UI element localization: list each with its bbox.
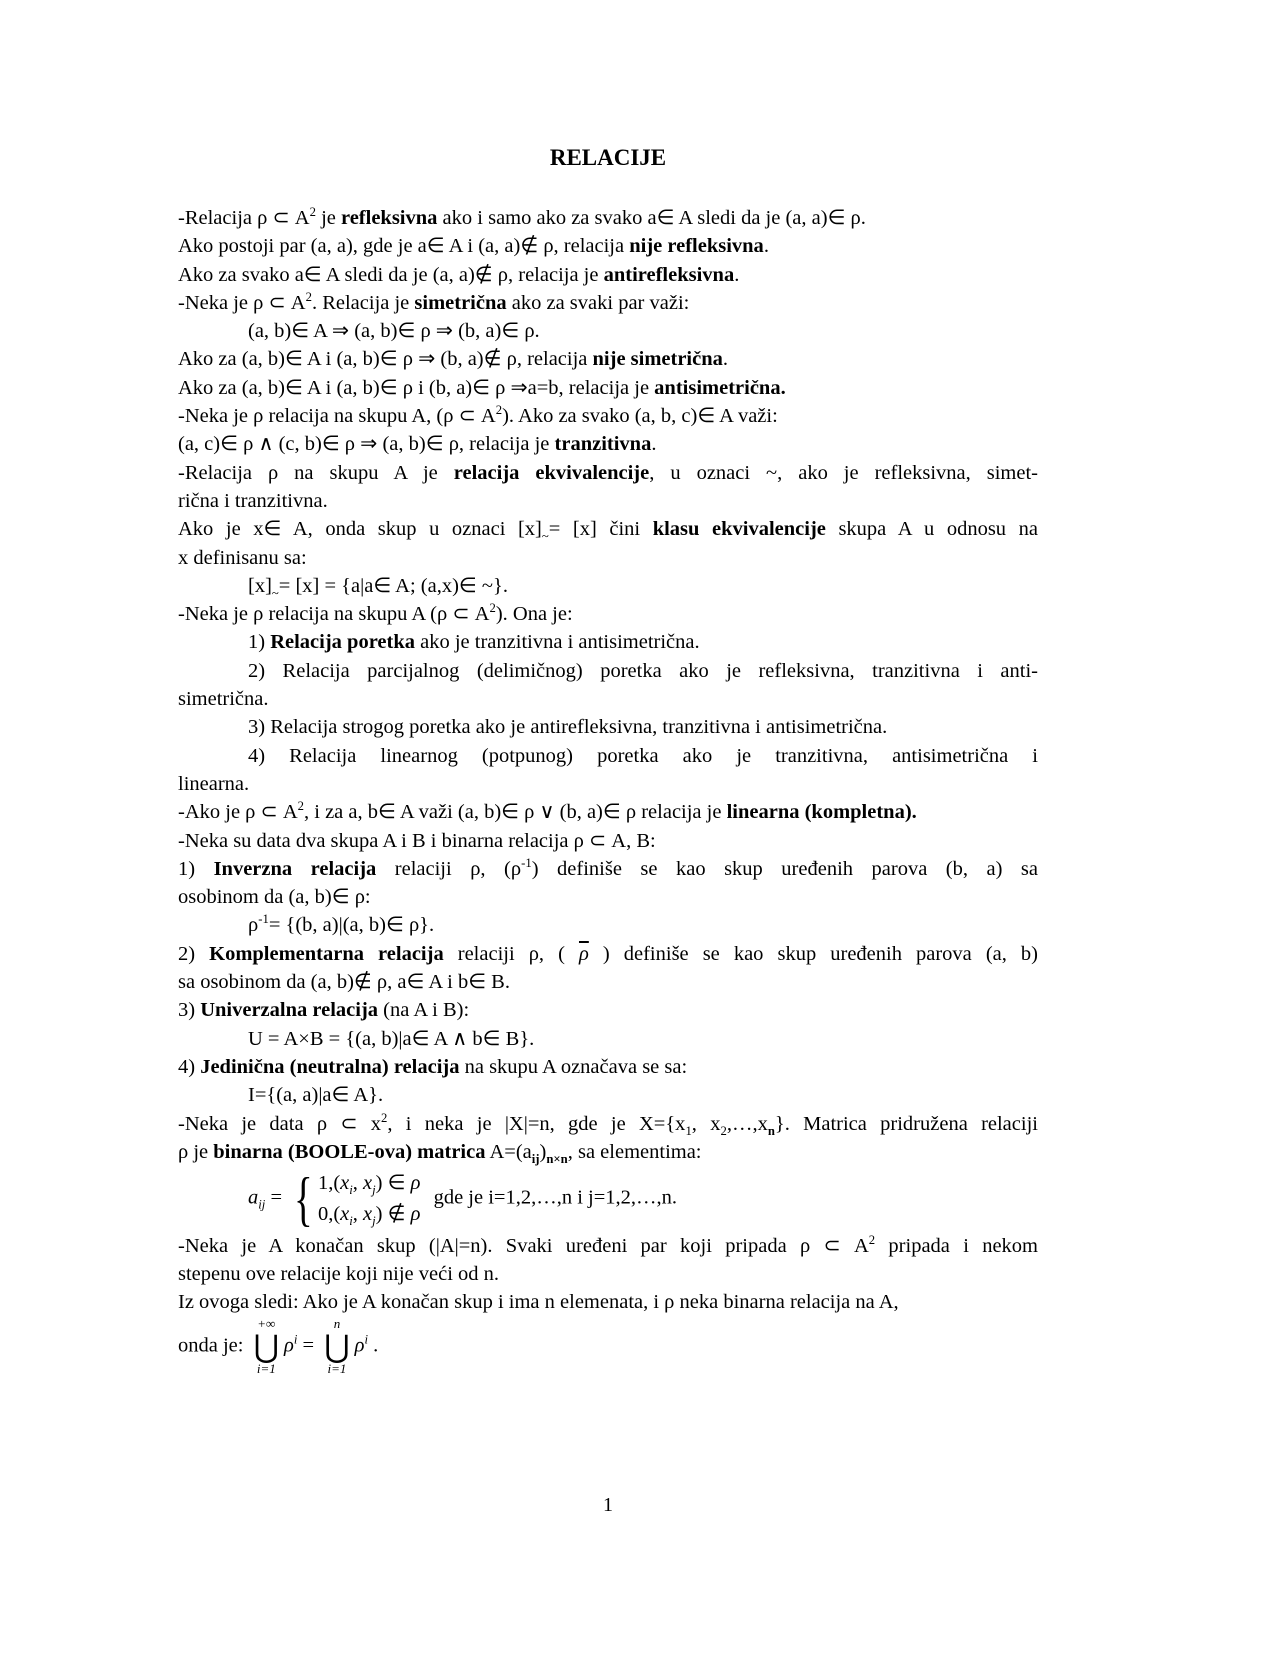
text-segment: 4) Relacija linearnog (potpunog) poretka ako je tranzitivna, antisimetrična i bbox=[248, 744, 1038, 767]
text-segment: I={(a, a)|a∈ A}. bbox=[248, 1084, 384, 1107]
text-segment: Ako za (a, b)∈ A i (a, b)∈ ρ i (b, a)∈ ρ ⇒a=b, relacija je bbox=[178, 376, 655, 399]
text-line bbox=[178, 1110, 1038, 1138]
text-segment: relaciji ρ, (ρ bbox=[376, 857, 522, 880]
text-line bbox=[178, 770, 1038, 798]
text-segment: linearna (kompletna). bbox=[726, 801, 917, 824]
text-segment: , sa elementima: bbox=[567, 1140, 702, 1163]
text-segment: ako i samo ako za svako a∈ A sledi da je (a, a)∈ ρ. bbox=[437, 207, 866, 229]
text-segment: -Relacija ρ na skupu A je bbox=[178, 461, 454, 484]
text-segment: sa osobinom da (a, b)∉ ρ, a∈ A i b∈ B. bbox=[178, 971, 510, 994]
text-segment: U = A×B = {(a, b)|a∈ A ∧ b∈ B}. bbox=[248, 1027, 535, 1050]
text-line bbox=[178, 204, 1038, 232]
text-segment: 2 bbox=[489, 601, 496, 616]
text-segment: , i neka je |X|=n, gde je X={x bbox=[387, 1112, 686, 1135]
text-segment: -Relacija ρ ⊂ A bbox=[178, 207, 310, 229]
text-segment: n×n bbox=[546, 1151, 568, 1166]
text-segment: Ako za svako a∈ A sledi da je (a, a)∉ ρ, relacija je bbox=[178, 263, 604, 286]
text-segment: ) definiše se kao skup uređenih parova (b, a) sa bbox=[531, 857, 1038, 880]
text-segment: i bbox=[364, 1332, 369, 1347]
text-line bbox=[178, 911, 1038, 939]
text-segment: -Neka je ρ relacija na skupu A (ρ ⊂ A bbox=[178, 603, 490, 626]
text-segment: relacija ekvivalencije bbox=[453, 461, 650, 484]
cases-rows bbox=[318, 1169, 421, 1229]
text-line bbox=[178, 544, 1038, 572]
text-segment: a bbox=[248, 1186, 259, 1209]
text-segment: (a, b)∈ A ⇒ (a, b)∈ ρ ⇒ (b, a)∈ ρ. bbox=[248, 320, 540, 343]
text-line bbox=[178, 628, 1038, 656]
text-segment: ) ∉ bbox=[375, 1203, 411, 1226]
text-segment: 1) bbox=[178, 857, 214, 880]
page-number: 1 bbox=[603, 1494, 613, 1516]
text-segment: 2) bbox=[178, 942, 210, 965]
union-symbol: ⋃ bbox=[253, 1328, 280, 1364]
text-segment: ρ bbox=[354, 1334, 365, 1357]
text-segment: Iz ovoga sledi: Ako je A konačan skup i ima n elemenata, i ρ neka binarna relacija na A, bbox=[178, 1291, 899, 1314]
text-line bbox=[178, 1053, 1038, 1081]
union-lower-limit: i=1 bbox=[327, 1360, 347, 1376]
text-segment: . bbox=[368, 1334, 379, 1357]
text-segment: ako je tranzitivna i antisimetrična. bbox=[415, 631, 700, 654]
text-segment: 1,( bbox=[317, 1172, 341, 1195]
text-segment: x definisanu sa: bbox=[178, 546, 307, 569]
text-segment: , i za a, b∈ A važi (a, b)∈ ρ ∨ (b, a)∈ ρ relacija je bbox=[304, 801, 727, 824]
text-line bbox=[178, 1317, 1038, 1377]
text-segment: 2 bbox=[868, 1232, 876, 1247]
text-segment: ,…,x bbox=[726, 1112, 768, 1135]
text-segment: x bbox=[340, 1172, 350, 1195]
text-segment: simetrična. bbox=[178, 688, 269, 711]
text-line bbox=[178, 515, 1038, 543]
text-segment: antirefleksivna bbox=[603, 263, 735, 286]
text-segment: Ako za (a, b)∈ A i (a, b)∈ ρ ⇒ (b, a)∉ ρ, relacija bbox=[178, 348, 593, 371]
text-segment: -Neka je A konačan skup (|A|=n). Svaki uređeni par koji pripada ρ ⊂ A bbox=[178, 1234, 869, 1257]
text-line bbox=[178, 1025, 1038, 1053]
text-segment: linearna. bbox=[178, 772, 250, 795]
union-upper-limit: n bbox=[333, 1315, 341, 1331]
text-segment: onda je: bbox=[178, 1334, 249, 1357]
text-segment: . Relacija je bbox=[311, 291, 415, 314]
text-segment: A=(a bbox=[485, 1140, 532, 1163]
document-content bbox=[178, 144, 1038, 1376]
text-line bbox=[178, 713, 1038, 741]
union-symbol: ⋃ bbox=[324, 1328, 350, 1364]
text-line bbox=[178, 600, 1038, 628]
text-segment: ). Ako za svako (a, b, c)∈ A važi: bbox=[502, 405, 778, 428]
cases-row bbox=[318, 1200, 421, 1228]
text-line bbox=[178, 487, 1038, 515]
text-segment: -Neka je ρ relacija na skupu A, (ρ ⊂ A bbox=[178, 405, 496, 428]
text-line bbox=[178, 1232, 1038, 1260]
text-line bbox=[178, 1260, 1038, 1288]
text-line bbox=[178, 883, 1038, 911]
text-segment: Univerzalna relacija bbox=[200, 999, 379, 1022]
text-segment: x bbox=[340, 1203, 350, 1226]
text-segment: 2 bbox=[381, 1110, 388, 1125]
text-segment: stepenu ove relacije koji nije veći od n. bbox=[178, 1262, 500, 1285]
text-line bbox=[178, 855, 1038, 883]
text-segment: ako za svaki par važi: bbox=[506, 291, 690, 314]
page-title: RELACIJE bbox=[549, 145, 667, 170]
text-segment: . bbox=[722, 348, 729, 371]
text-segment: (a, c)∈ ρ ∧ (c, b)∈ ρ ⇒ (a, b)∈ ρ, relacija je bbox=[178, 433, 555, 456]
text-segment: -Neka je data ρ ⊂ x bbox=[178, 1112, 382, 1135]
text-segment: x bbox=[363, 1203, 373, 1226]
text-segment: (na A i B): bbox=[378, 999, 470, 1022]
text-segment: j bbox=[372, 1183, 376, 1198]
text-line bbox=[178, 374, 1038, 402]
union-upper-limit: +∞ bbox=[257, 1315, 276, 1331]
text-segment: Inverzna relacija bbox=[213, 857, 377, 880]
text-segment: Relacija poretka bbox=[270, 631, 416, 654]
text-segment: n bbox=[767, 1123, 775, 1138]
text-line bbox=[178, 798, 1038, 826]
text-segment: . bbox=[763, 235, 769, 258]
text-line bbox=[178, 232, 1038, 260]
text-line bbox=[178, 827, 1038, 855]
text-line bbox=[178, 968, 1038, 996]
text-segment: Jedinična (neutralna) relacija bbox=[200, 1055, 460, 1078]
text-segment: 2) Relacija parcijalnog (delimičnog) poretka ako je refleksivna, tranzitivna i anti- bbox=[248, 659, 1038, 682]
text-segment: ) definiše se kao skup uređenih parova (a, b) bbox=[588, 942, 1039, 965]
text-segment: i bbox=[293, 1332, 298, 1347]
text-segment: rična i tranzitivna. bbox=[178, 489, 328, 512]
text-segment: -1 bbox=[521, 856, 532, 870]
text-segment: = [x] = {a|a∈ A; (a,x)∈ ~}. bbox=[278, 574, 508, 597]
text-segment: skupa A u odnosu na bbox=[825, 518, 1038, 541]
text-line bbox=[178, 996, 1038, 1024]
text-segment: ρ je bbox=[178, 1140, 214, 1163]
text-segment: binarna (BOOLE-ova) matrica bbox=[213, 1140, 486, 1163]
text-line bbox=[178, 317, 1038, 345]
text-segment: klasu ekvivalencije bbox=[652, 518, 826, 541]
text-segment: refleksivna bbox=[340, 207, 438, 229]
text-segment: , bbox=[352, 1172, 364, 1195]
text-segment: ρ bbox=[284, 1334, 294, 1357]
text-line bbox=[178, 402, 1038, 430]
text-segment: $\overline{\rho}$ bbox=[578, 942, 589, 965]
text-segment: 1) bbox=[248, 631, 271, 654]
text-segment: [x] bbox=[248, 574, 272, 597]
left-brace: { bbox=[294, 1165, 313, 1232]
text-line bbox=[178, 572, 1038, 600]
text-segment: 0,( bbox=[317, 1203, 341, 1226]
text-segment: ) ∈ bbox=[375, 1172, 411, 1195]
text-line bbox=[178, 657, 1038, 685]
text-segment: 2 bbox=[297, 799, 304, 814]
text-segment: gde je i=1,2,…,n i j=1,2,…,n. bbox=[428, 1186, 678, 1209]
text-segment: = [x] čini bbox=[548, 518, 653, 541]
text-segment: ρ bbox=[410, 1203, 421, 1226]
text-line bbox=[178, 742, 1038, 770]
big-union-operator bbox=[324, 1317, 349, 1377]
text-line bbox=[178, 261, 1038, 289]
text-line bbox=[178, 1166, 1038, 1232]
text-line bbox=[178, 459, 1038, 487]
text-segment: -Ako je ρ ⊂ A bbox=[178, 801, 298, 824]
text-line bbox=[178, 289, 1038, 317]
text-segment: ρ bbox=[248, 914, 259, 937]
text-segment: ). Ona je: bbox=[495, 603, 573, 626]
big-union-operator bbox=[254, 1317, 279, 1377]
text-segment: osobinom da (a, b)∈ ρ: bbox=[178, 886, 371, 909]
text-segment: tranzitivna bbox=[554, 433, 652, 456]
text-segment: Ako postoji par (a, a), gde je a∈ A i (a, a)∉ ρ, relacija bbox=[178, 235, 630, 258]
text-segment: je bbox=[315, 207, 341, 229]
text-segment: ~ bbox=[541, 529, 549, 544]
text-segment: i bbox=[349, 1183, 353, 1198]
text-segment: ij bbox=[531, 1151, 540, 1166]
text-segment: antisimetrična. bbox=[654, 376, 786, 399]
text-line bbox=[178, 1138, 1038, 1166]
text-segment: 4) bbox=[178, 1055, 201, 1078]
document-body bbox=[178, 204, 1038, 1376]
text-segment: ) bbox=[539, 1140, 547, 1163]
text-line bbox=[178, 1288, 1038, 1316]
text-segment: 2 bbox=[495, 403, 503, 418]
text-segment: . bbox=[734, 263, 740, 286]
text-segment: nije refleksivna bbox=[629, 235, 764, 258]
text-segment: , bbox=[352, 1203, 364, 1226]
text-segment: i bbox=[349, 1214, 353, 1229]
text-segment: Ako je x∈ A, onda skup u oznaci [x] bbox=[178, 518, 542, 541]
text-segment: simetrična bbox=[414, 291, 507, 314]
text-segment: ij bbox=[258, 1197, 266, 1212]
text-segment: nije simetrična bbox=[592, 348, 723, 371]
text-segment: -Neka su data dva skupa A i B i binarna relacija ρ ⊂ A, B: bbox=[178, 829, 656, 852]
text-segment: ρ bbox=[410, 1172, 421, 1195]
text-segment: , u oznaci ~, ako je refleksivna, simet- bbox=[649, 461, 1038, 484]
text-segment: pripada i nekom bbox=[875, 1234, 1038, 1257]
text-segment: 1 bbox=[685, 1123, 692, 1138]
text-line bbox=[178, 685, 1038, 713]
text-segment: 2 bbox=[305, 290, 312, 305]
union-lower-limit: i=1 bbox=[256, 1360, 276, 1376]
text-segment: na skupu A označava se sa: bbox=[459, 1055, 688, 1078]
cases-row bbox=[318, 1169, 421, 1197]
text-segment: = bbox=[297, 1334, 320, 1357]
text-segment: 3) bbox=[178, 999, 201, 1022]
text-segment: ~ bbox=[271, 585, 279, 600]
text-segment: . bbox=[651, 433, 657, 456]
text-segment: = bbox=[265, 1186, 288, 1209]
text-line bbox=[178, 940, 1038, 968]
text-segment: relaciji ρ, ( bbox=[443, 942, 579, 965]
text-segment: 3) Relacija strogog poretka ako je antirefleksivna, tranzitivna i antisimetrična. bbox=[248, 716, 888, 739]
text-segment: 2 bbox=[309, 205, 316, 220]
text-segment: }. Matrica pridružena relaciji bbox=[774, 1112, 1038, 1135]
text-line bbox=[178, 430, 1038, 458]
text-segment: 2 bbox=[720, 1123, 727, 1138]
text-segment: , x bbox=[691, 1112, 721, 1135]
text-line bbox=[178, 345, 1038, 373]
text-segment: -Neka je ρ ⊂ A bbox=[178, 291, 306, 314]
cases-expression bbox=[289, 1165, 421, 1232]
text-segment: = {(b, a)|(a, b)∈ ρ}. bbox=[268, 914, 435, 937]
text-segment: j bbox=[372, 1214, 376, 1229]
text-segment: -1 bbox=[258, 912, 269, 927]
text-segment: Komplementarna relacija bbox=[209, 942, 444, 965]
text-segment: x bbox=[363, 1172, 373, 1195]
text-line bbox=[178, 1081, 1038, 1109]
